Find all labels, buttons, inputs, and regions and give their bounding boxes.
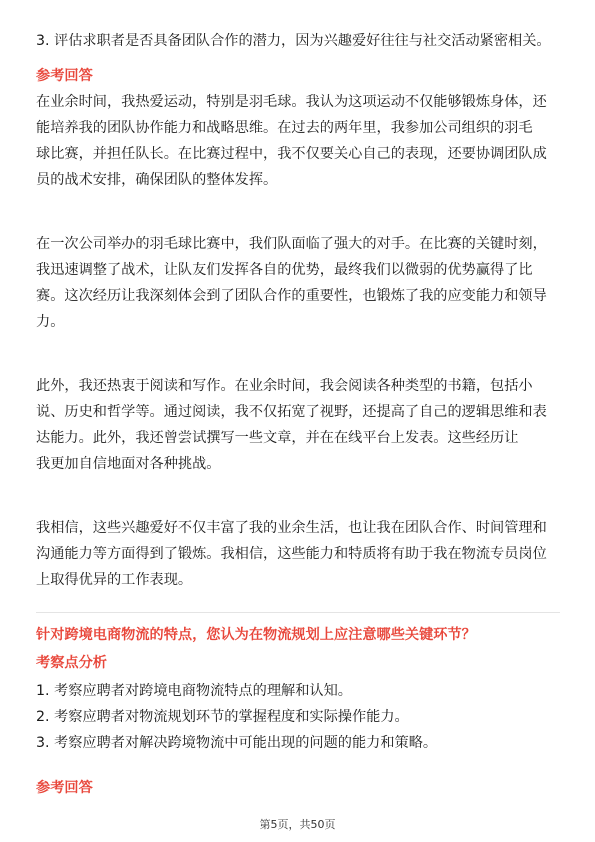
paragraph-line: 沟通能力等方面得到了锻炼。我相信，这些能力和特质将有助于我在物流专员岗位	[36, 546, 547, 562]
answer-heading: 参考回答	[36, 780, 93, 796]
paragraph-2	[36, 231, 560, 335]
answer-heading-block	[36, 63, 560, 89]
list-item: 1. 考察应聘者对跨境电商物流特点的理解和认知。	[36, 683, 352, 699]
analysis-heading-block	[36, 650, 560, 676]
paragraph-line: 在业余时间，我热爱运动，特别是羽毛球。我认为这项运动不仅能够锻炼身体，还	[36, 94, 547, 110]
paragraph-line: 上取得优异的工作表现。	[36, 572, 193, 588]
paragraph-line: 球比赛，并担任队长。在比赛过程中，我不仅要关心自己的表现，还要协调团队成	[36, 146, 547, 162]
question-block	[36, 622, 560, 648]
paragraph-3	[36, 373, 560, 477]
paragraph-line: 我更加自信地面对各种挑战。	[36, 456, 221, 472]
paragraph-line: 员的战术安排，确保团队的整体发挥。	[36, 172, 278, 188]
paragraph-line: 说、历史和哲学等。通过阅读，我不仅拓宽了视野，还提高了自己的逻辑思维和表	[36, 404, 547, 420]
top-item-block	[36, 28, 560, 54]
paragraph-line: 赛。这次经历让我深刻体会到了团队合作的重要性，也锻炼了我的应变能力和领导	[36, 288, 547, 304]
question-title: 针对跨境电商物流的特点，您认为在物流规划上应注意哪些关键环节？	[36, 627, 476, 643]
paragraph-4	[36, 515, 560, 593]
paragraph-line: 能培养我的团队协作能力和战略思维。在过去的两年里，我参加公司组织的羽毛	[36, 120, 533, 136]
list-item: 3. 考察应聘者对解决跨境物流中可能出现的问题的能力和策略。	[36, 735, 438, 751]
list-item: 2. 考察应聘者对物流规划环节的掌握程度和实际操作能力。	[36, 709, 409, 725]
answer-heading: 参考回答	[36, 68, 93, 84]
analysis-list	[36, 678, 560, 756]
top-item: 3. 评估求职者是否具备团队合作的潜力，因为兴趣爱好往往与社交活动紧密相关。	[36, 33, 551, 49]
paragraph-line: 我迅速调整了战术，让队友们发挥各自的优势，最终我们以微弱的优势赢得了比	[36, 262, 533, 278]
answer-heading-block-2	[36, 775, 560, 801]
paragraph-1	[36, 89, 560, 193]
analysis-heading: 考察点分析	[36, 655, 107, 671]
page-footer: 第5页，共50页	[259, 818, 336, 831]
paragraph-line: 在一次公司举办的羽毛球比赛中，我们队面临了强大的对手。在比赛的关键时刻，	[36, 236, 547, 252]
paragraph-line: 力。	[36, 314, 65, 330]
section-divider	[36, 612, 560, 613]
paragraph-line: 达能力。此外，我还曾尝试撰写一些文章，并在在线平台上发表。这些经历让	[36, 430, 519, 446]
paragraph-line: 此外，我还热衷于阅读和写作。在业余时间，我会阅读各种类型的书籍，包括小	[36, 378, 533, 394]
paragraph-line: 我相信，这些兴趣爱好不仅丰富了我的业余生活，也让我在团队合作、时间管理和	[36, 520, 547, 536]
